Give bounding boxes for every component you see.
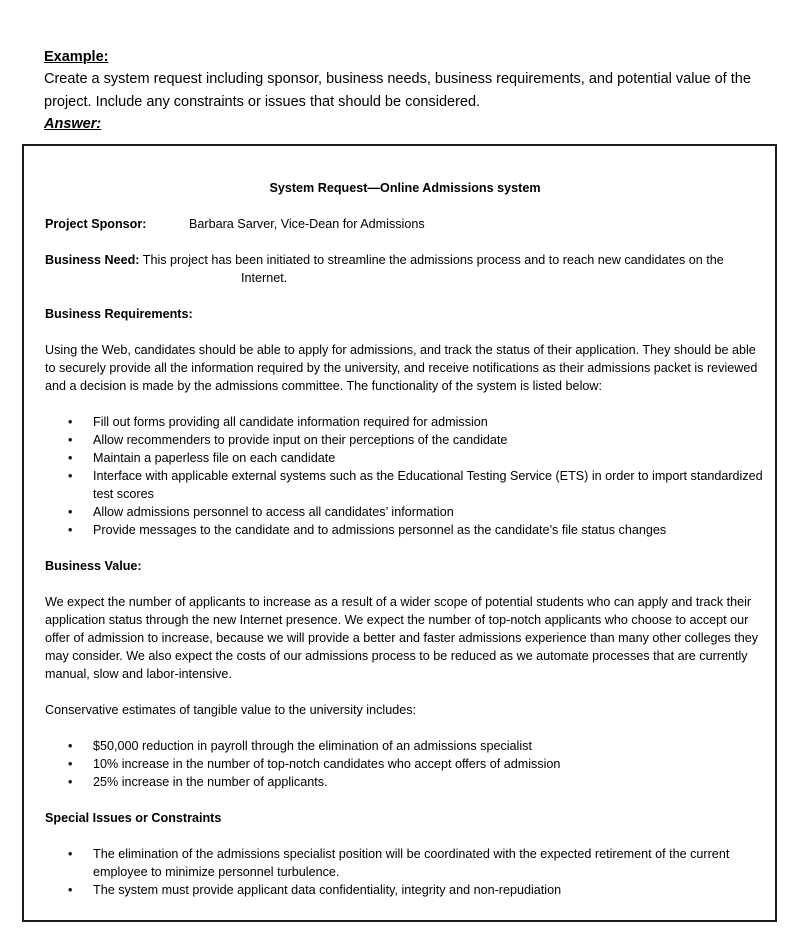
list-item-text: Provide messages to the candidate and to admissions personnel as the candidate’s file status changes bbox=[93, 523, 667, 537]
list-item-text: Fill out forms providing all candidate information required for admission bbox=[93, 415, 488, 429]
bullet-icon: • bbox=[68, 469, 73, 483]
example-heading: Example: bbox=[44, 49, 109, 65]
project-sponsor-row bbox=[45, 215, 765, 233]
list-item-text: 25% increase in the number of applicants. bbox=[93, 775, 328, 789]
exercise-intro bbox=[44, 47, 784, 134]
constraints-heading: Special Issues or Constraints bbox=[45, 811, 222, 825]
list-item bbox=[45, 881, 765, 899]
estimates-intro: Conservative estimates of tangible value to the university includes: bbox=[45, 703, 417, 717]
list-item bbox=[45, 737, 765, 755]
list-item-text: $50,000 reduction in payroll through the elimination of an admissions specialist bbox=[93, 739, 532, 753]
bullet-icon: • bbox=[68, 847, 73, 861]
list-item-text: Allow admissions personnel to access all candidates’ information bbox=[93, 505, 454, 519]
business-requirements-intro: Using the Web, candidates should be able to apply for admissions, and track the status of their application. They should be able to securely provide all the information required by the university, and receive notifications as their admissions packet is reviewed and a decision is made by the admissions committee. The functionality of the system is listed below: bbox=[45, 343, 758, 393]
sponsor-value: Barbara Sarver, Vice-Dean for Admissions bbox=[189, 217, 425, 231]
business-requirements-heading: Business Requirements: bbox=[45, 307, 193, 321]
constraints-list bbox=[45, 845, 765, 899]
system-request bbox=[45, 179, 765, 899]
list-item-text: Interface with applicable external systems such as the Educational Testing Service (ETS) in order to import standardized test scores bbox=[93, 469, 763, 501]
business-need-value: This project has been initiated to streamline the admissions process and to reach new candidates on the Internet. bbox=[139, 253, 724, 285]
business-need bbox=[45, 251, 765, 287]
list-item-text: 10% increase in the number of top-notch candidates who accept offers of admission bbox=[93, 757, 561, 771]
list-item bbox=[45, 755, 765, 773]
answer-box bbox=[22, 144, 777, 922]
bullet-icon: • bbox=[68, 883, 73, 897]
list-item bbox=[45, 845, 765, 881]
bullet-icon: • bbox=[68, 415, 73, 429]
exercise-prompt: Create a system request including sponsor, business needs, business requirements, and potential value of the project. Include any constraints or issues that should be considered. bbox=[44, 71, 751, 110]
list-item bbox=[45, 413, 765, 431]
list-item-text: The system must provide applicant data confidentiality, integrity and non-repudiation bbox=[93, 883, 562, 897]
system-request-title: System Request—Online Admissions system bbox=[269, 181, 541, 195]
bullet-icon: • bbox=[68, 757, 73, 771]
bullet-icon: • bbox=[68, 433, 73, 447]
bullet-icon: • bbox=[68, 739, 73, 753]
sponsor-label: Project Sponsor: bbox=[45, 217, 147, 231]
list-item bbox=[45, 773, 765, 791]
list-item bbox=[45, 521, 765, 539]
list-item-text: Allow recommenders to provide input on their perceptions of the candidate bbox=[93, 433, 508, 447]
list-item bbox=[45, 449, 765, 467]
bullet-icon: • bbox=[68, 523, 73, 537]
list-item-text: The elimination of the admissions specialist position will be coordinated with the expected retirement of the current employee to minimize personnel turbulence. bbox=[93, 847, 730, 879]
bullet-icon: • bbox=[68, 775, 73, 789]
list-item bbox=[45, 503, 765, 521]
bullet-icon: • bbox=[68, 451, 73, 465]
list-item bbox=[45, 467, 765, 503]
bullet-icon: • bbox=[68, 505, 73, 519]
estimates-list bbox=[45, 737, 765, 791]
list-item-text: Maintain a paperless file on each candidate bbox=[93, 451, 336, 465]
list-item bbox=[45, 431, 765, 449]
answer-heading: Answer: bbox=[44, 116, 102, 132]
business-value-text: We expect the number of applicants to increase as a result of a wider scope of potential students who can apply and track their application status through the new Internet presence. We expect the number of top-notch applicants who choose to accept our offer of admission to increase, because we will provide a better and faster admissions experience than many other colleges they may consider. We also expect the costs of our admissions process to be reduced as we automate processes that are currently manual, slow and labor-intensive. bbox=[45, 595, 759, 681]
business-need-label: Business Need: bbox=[45, 253, 140, 267]
requirements-list bbox=[45, 413, 765, 539]
business-value-heading: Business Value: bbox=[45, 559, 142, 573]
